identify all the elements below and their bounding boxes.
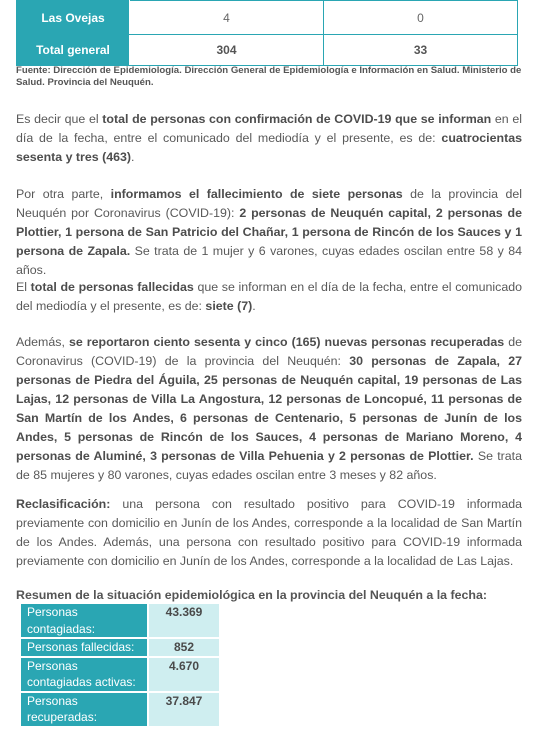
text-bold: informamos el fallecimiento de siete personas <box>110 187 403 201</box>
text-bold: siete (7) <box>205 299 253 313</box>
text: Además, <box>16 335 69 349</box>
text: que se informan en el día de la fecha, entre el comunicado del mediodía y el presente, es de: <box>16 280 523 313</box>
summary-title: Resumen de la situación epidemiológica en la provincia del Neuquén a la fecha: <box>16 588 487 602</box>
confirmed-cell: 4 <box>130 1 324 35</box>
summary-label: Personas contagiadas activas: <box>21 658 147 693</box>
text: de la provincia del Neuquén por Coronavirus (COVID-19): <box>16 187 522 220</box>
text-bold: total de personas con confirmación de COVID-19 que se informan <box>102 112 492 126</box>
deaths-cell: 0 <box>324 1 518 35</box>
row-label: Las Ovejas <box>17 1 130 35</box>
text-bold: 30 personas de Zapala, 27 personas de Piedra del Águila, 25 personas de Neuquén capital, 19 personas de Las Lajas, 12 personas de Villa La Angostura, 12 personas de Loncopué, 11 personas de San Martín de los Andes, 6 personas de Centenario, 5 personas de Junín de los Andes, 5 personas de Rincón de los Sauces, 4 personas de Mariano Moreno, 4 personas de Aluminé, 3 personas de Villa Pehuenia y 2 personas de Plottier. <box>16 354 522 463</box>
confirmed-cell: 304 <box>130 35 324 66</box>
cases-table <box>16 0 518 66</box>
text-bold: total de personas fallecidas <box>30 280 194 294</box>
table-row <box>21 604 219 639</box>
text: El <box>16 280 31 294</box>
text-bold: cuatrocientas sesenta y tres (463) <box>16 131 522 164</box>
text: de Coronavirus (COVID-19) de la provincia del Neuquén: <box>16 335 522 368</box>
text: . <box>252 299 256 313</box>
paragraph-confirmed <box>16 110 522 167</box>
paragraph-recovered <box>16 333 522 485</box>
row-label: Total general <box>17 35 130 66</box>
summary-label: Personas recuperadas: <box>21 693 147 728</box>
text: una persona con resultado positivo para COVID-19 informada previamente con domicilio en Junín de los Andes, corresponde a la localidad de San Martín de los Andes. Además, una persona con resultado positivo para COVID-19 informada previamente con domicilio en Junín de los Andes, corresponde a la localidad de Las Lajas. <box>16 497 522 568</box>
summary-value: 43.369 <box>147 604 219 639</box>
table-row <box>17 1 518 35</box>
table-row <box>21 693 219 728</box>
summary-value: 4.670 <box>147 658 219 693</box>
summary-value: 852 <box>147 639 219 658</box>
summary-label: Personas fallecidas: <box>21 639 147 658</box>
summary-table <box>21 604 219 728</box>
text-bold: se reportaron ciento sesenta y cinco (165) nuevas personas recuperadas <box>68 335 505 349</box>
paragraph-deaths <box>16 185 522 280</box>
summary-value: 37.847 <box>147 693 219 728</box>
text-bold: Reclasificación: <box>16 497 111 511</box>
table-row <box>21 639 219 658</box>
summary-label: Personas contagiadas: <box>21 604 147 639</box>
deaths-cell: 33 <box>324 35 518 66</box>
source-note: Fuente: Dirección de Epidemiología. Dirección General de Epidemiología e Información en Salud. Ministerio de Salud. Provincia del Neuquén. <box>16 65 522 88</box>
text: Se trata de 1 mujer y 6 varones, cuyas edades oscilan entre 58 y 84 años. <box>16 244 522 277</box>
table-row <box>21 658 219 693</box>
paragraph-reclassification <box>16 495 522 571</box>
text: . <box>131 150 135 164</box>
paragraph-total-deaths <box>16 278 522 316</box>
text: Se trata de 85 mujeres y 80 varones, cuyas edades oscilan entre 3 meses y 82 años. <box>16 449 522 482</box>
text-bold: 2 personas de Neuquén capital, 2 personas de Plottier, 1 persona de San Patricio del Chañar, 1 persona de Rincón de los Sauces y 1 persona de Zapala. <box>16 206 522 258</box>
text: Es decir que el <box>16 112 103 126</box>
text: Por otra parte, <box>16 187 111 201</box>
text: en el día de la fecha, entre el comunicado del mediodía y el presente, es de: <box>16 112 523 145</box>
table-row-total <box>17 35 518 66</box>
